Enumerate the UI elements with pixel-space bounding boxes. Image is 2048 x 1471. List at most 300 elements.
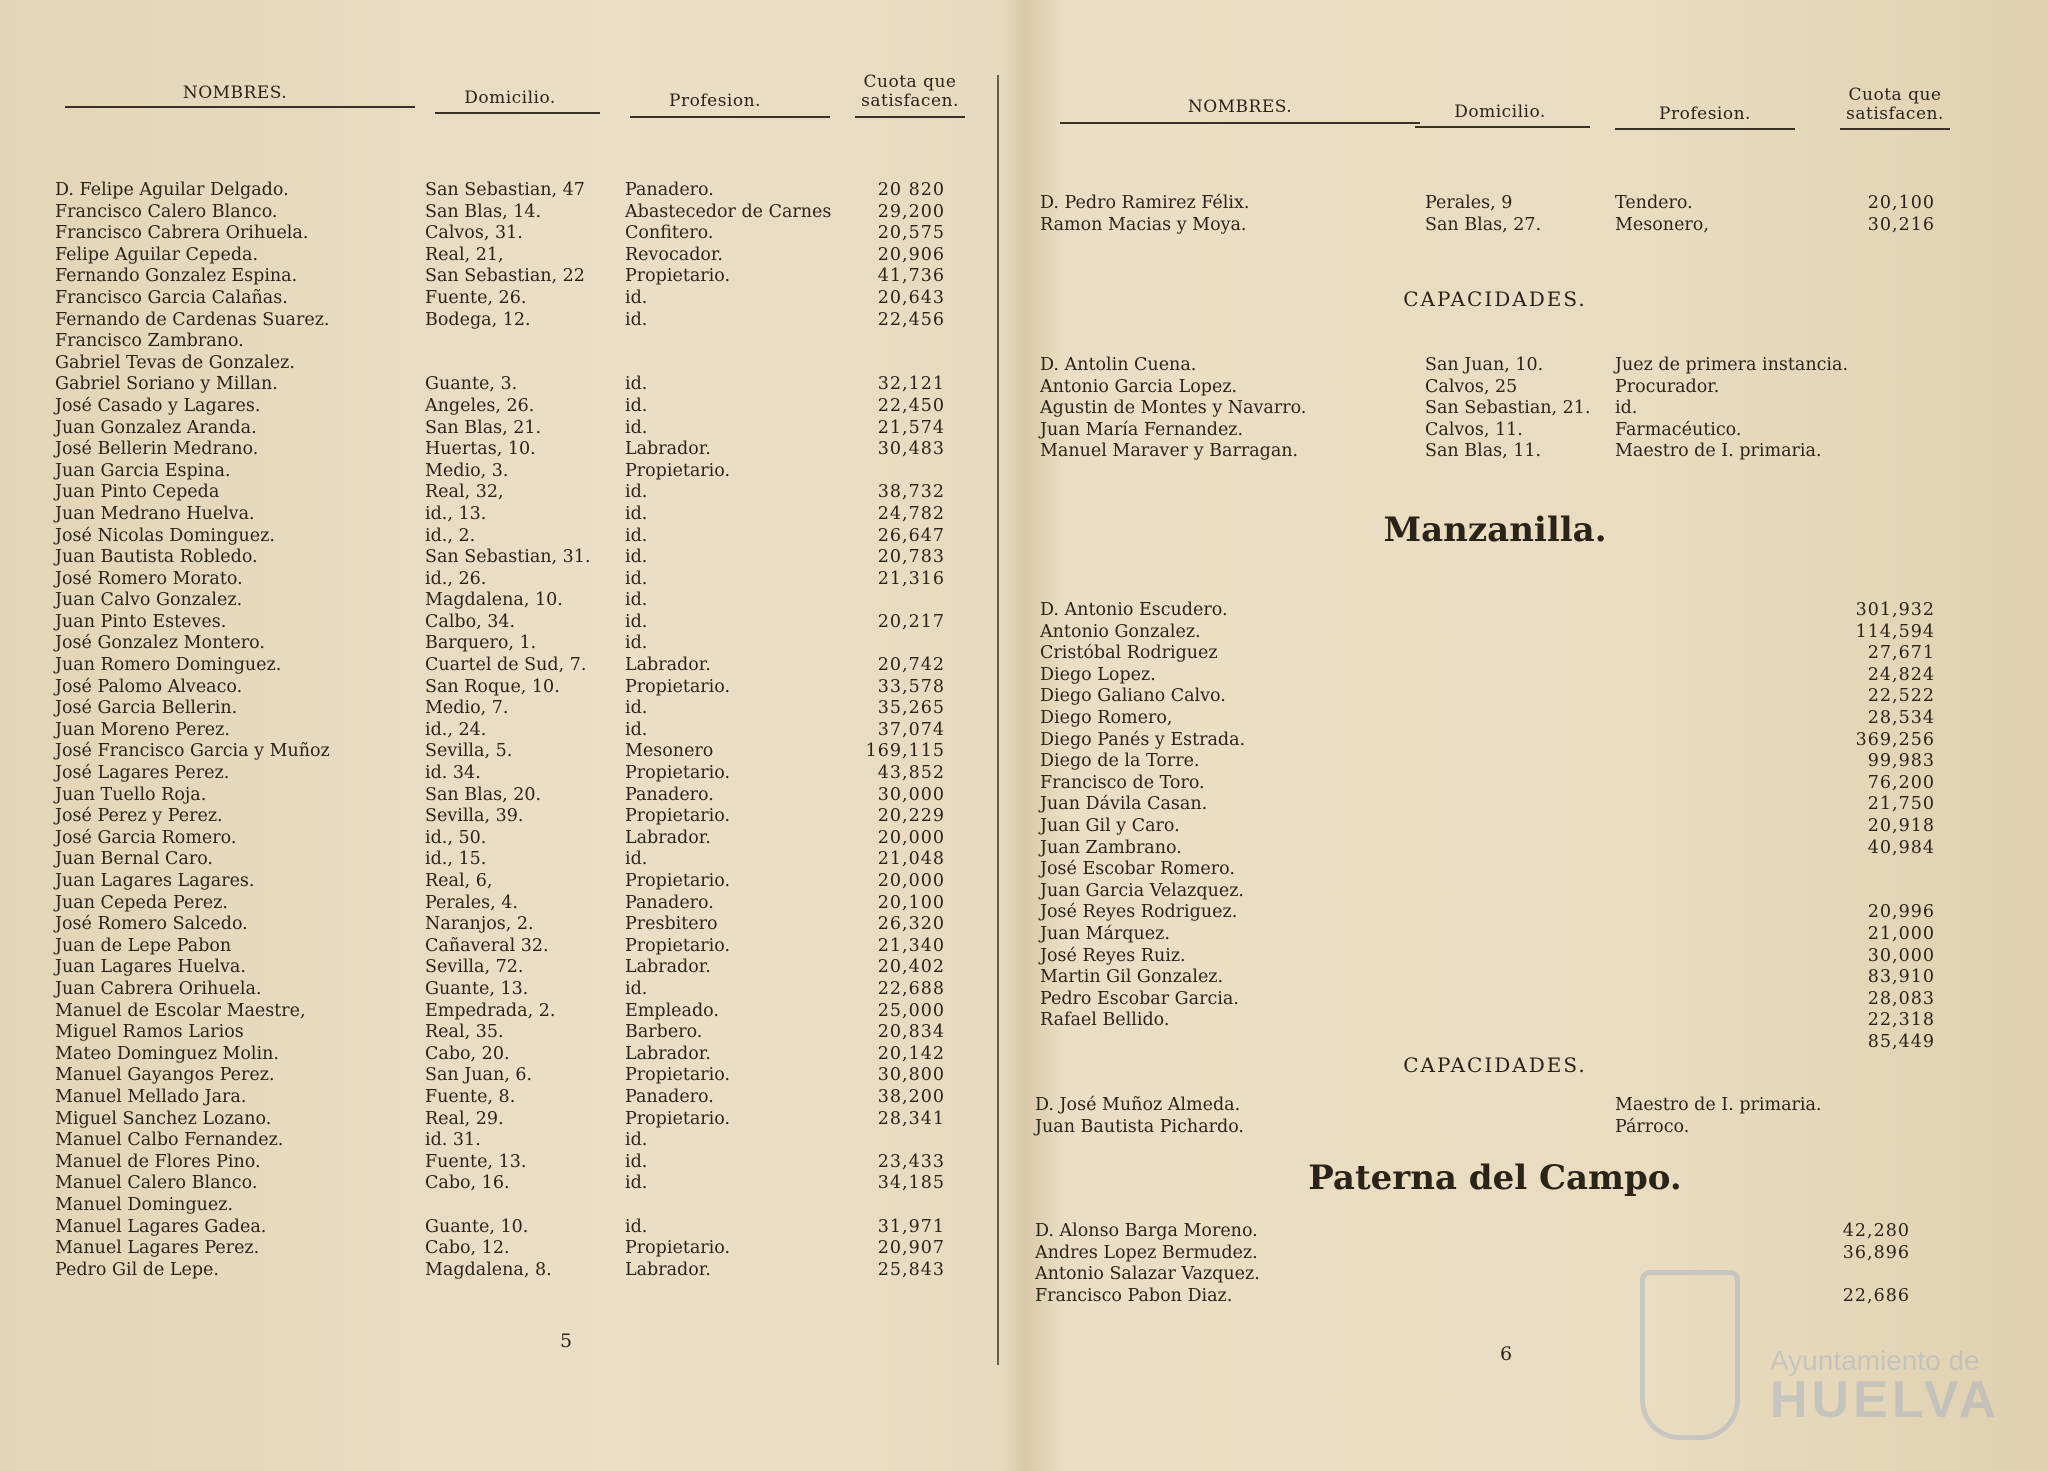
table-row [1030, 989, 1935, 1011]
cell-cuota: 20,906 [877, 244, 945, 265]
cell-name: Juan Zambrano. [1040, 837, 1182, 858]
table-row [1030, 377, 1935, 399]
cell-profesion: Mesonero, [1615, 214, 1709, 235]
cell-domicilio: San Sebastian, 22 [425, 266, 585, 287]
cell-cuota: 31,971 [877, 1216, 945, 1237]
cell-cuota: 29,200 [877, 201, 945, 222]
cell-domicilio: Angeles, 26. [425, 395, 535, 416]
cell-domicilio: Cañaveral 32. [425, 935, 549, 956]
cell-domicilio: San Sebastian, 21. [1425, 398, 1591, 419]
cell-cuota: 33,578 [877, 676, 945, 697]
cell-domicilio: Calvos, 25 [1425, 376, 1518, 397]
table-row [55, 547, 945, 569]
cell-domicilio: Real, 32, [425, 482, 504, 503]
page-divider [997, 75, 999, 1365]
cell-domicilio: id. 34. [425, 763, 481, 784]
cell-name: Diego de la Torre. [1040, 751, 1200, 772]
cell-cuota: 37,074 [877, 719, 945, 740]
table-row [1030, 441, 1935, 463]
cell-cuota: 169,115 [865, 741, 945, 762]
group-table [1030, 193, 1935, 236]
cell-name: Antonio Garcia Lopez. [1040, 376, 1238, 397]
cell-cuota: 20,100 [877, 892, 945, 913]
cell-name: Martin Gil Gonzalez. [1040, 967, 1224, 988]
cell-name: Andres Lopez Bermudez. [1035, 1242, 1258, 1263]
table-row [55, 331, 945, 353]
cell-domicilio: Calvos, 11. [1425, 419, 1523, 440]
cell-cuota: 114,594 [1855, 621, 1935, 642]
cell-name: Cristóbal Rodriguez [1040, 643, 1218, 664]
cell-cuota: 30,800 [877, 1065, 945, 1086]
table-row [1030, 881, 1935, 903]
cell-name: José Bellerin Medrano. [55, 439, 259, 460]
header-rule [1840, 128, 1950, 130]
cell-name: José Palomo Alveaco. [55, 676, 243, 697]
cell-name: Manuel Dominguez. [55, 1194, 234, 1215]
cell-domicilio: Cabo, 20. [425, 1043, 510, 1064]
cell-cuota: 26,647 [877, 525, 945, 546]
cell-cuota: 20,907 [877, 1238, 945, 1259]
cell-domicilio: Barquero, 1. [425, 633, 537, 654]
table-row [1030, 1117, 1935, 1139]
cell-cuota: 32,121 [877, 374, 945, 395]
header-rule [855, 116, 965, 118]
cell-profesion: Labrador. [625, 1043, 711, 1064]
cell-name: Manuel Gayangos Perez. [55, 1065, 275, 1086]
cell-name: Gabriel Soriano y Millan. [55, 374, 278, 395]
cell-name: José Perez y Perez. [55, 806, 223, 827]
cell-name: Francisco Cabrera Orihuela. [55, 223, 309, 244]
cell-cuota: 85,449 [1867, 1031, 1935, 1052]
cell-name: Juan Moreno Perez. [55, 719, 230, 740]
cell-domicilio: Real, 6, [425, 871, 493, 891]
table-row [55, 612, 945, 634]
cell-cuota: 21,000 [1867, 923, 1935, 944]
cell-name: Juan Tuello Roja. [55, 784, 207, 805]
table-row [55, 957, 945, 979]
cell-profesion: id. [625, 287, 648, 308]
cell-cuota: 43,852 [877, 763, 945, 784]
cell-profesion: Párroco. [1615, 1116, 1690, 1137]
cell-name: José Lagares Perez. [55, 763, 230, 784]
cell-name: Antonio Gonzalez. [1040, 621, 1201, 642]
cell-domicilio: id. 31. [425, 1130, 481, 1151]
watermark-big-text: HUELVA [1770, 1371, 2001, 1429]
table-row [55, 1195, 945, 1217]
left-page [55, 0, 980, 1471]
cell-cuota: 35,265 [877, 698, 945, 719]
table-row [55, 1130, 945, 1152]
cell-name: José Romero Salcedo. [55, 914, 248, 935]
cell-cuota: 24,824 [1867, 664, 1935, 685]
table-row [55, 482, 945, 504]
cell-domicilio: Magdalena, 8. [425, 1259, 552, 1280]
cell-name: Francisco Garcia Calañas. [55, 287, 288, 308]
table-row [1030, 859, 1935, 881]
cell-profesion: Labrador. [625, 827, 711, 848]
table-row [55, 828, 945, 850]
cell-cuota: 38,200 [877, 1086, 945, 1107]
cell-name: José Nicolas Dominguez. [55, 525, 275, 546]
cell-name: D. Alonso Barga Moreno. [1035, 1221, 1258, 1241]
table-row [1030, 420, 1935, 442]
cell-profesion: id. [625, 719, 648, 740]
section-title-capacidades: CAPACIDADES. [1403, 1053, 1587, 1077]
cell-name: Diego Romero, [1040, 707, 1173, 728]
cell-name: Antonio Salazar Vazquez. [1035, 1264, 1260, 1285]
cell-cuota: 21,048 [877, 849, 945, 870]
cell-domicilio: Real, 21, [425, 244, 504, 265]
table-row [55, 1065, 945, 1087]
cell-profesion: Labrador. [625, 439, 711, 460]
cell-name: Juan Márquez. [1040, 923, 1170, 944]
cell-name: José Francisco Garcia y Muñoz [55, 741, 330, 762]
cell-profesion: Panadero. [625, 1086, 714, 1107]
cell-domicilio: Guante, 13. [425, 978, 529, 999]
cell-profesion: Procurador. [1615, 376, 1720, 397]
header-nombres: NOMBRES. [1187, 97, 1293, 117]
cell-cuota: 22,318 [1867, 1010, 1935, 1031]
table-row [1030, 730, 1935, 752]
table-row [55, 893, 945, 915]
cell-profesion: Labrador. [625, 1259, 711, 1280]
cell-name: Francisco Zambrano. [55, 331, 244, 352]
cell-cuota: 22,456 [877, 309, 945, 330]
cell-name: Juan Gil y Caro. [1040, 815, 1180, 836]
cell-cuota: 21,340 [877, 935, 945, 956]
cell-name: Manuel de Flores Pino. [55, 1151, 261, 1172]
table-row [1030, 665, 1935, 687]
cell-profesion: id. [625, 417, 648, 438]
header-rule [1615, 128, 1795, 130]
cell-name: Fernando Gonzalez Espina. [55, 266, 298, 287]
cell-cuota: 36,896 [1842, 1242, 1910, 1263]
cell-profesion: id. [625, 1216, 648, 1237]
cell-domicilio: id., 15. [425, 849, 487, 870]
table-row [55, 1001, 945, 1023]
cell-profesion: Labrador. [625, 957, 711, 978]
cell-name: Pedro Escobar Garcia. [1040, 988, 1239, 1009]
cell-profesion: id. [625, 698, 648, 719]
table-row [55, 677, 945, 699]
cell-domicilio: Real, 29. [425, 1108, 504, 1129]
cell-profesion: id. [625, 1151, 648, 1172]
table-row [1030, 1095, 1935, 1117]
table-row [55, 288, 945, 310]
cell-profesion: id. [625, 395, 648, 416]
cell-name: Juan Medrano Huelva. [55, 503, 255, 524]
cell-profesion: Abastecedor de Carnes [625, 201, 832, 222]
cell-name: Diego Lopez. [1040, 664, 1156, 685]
page-number: 6 [1500, 1343, 1513, 1365]
cell-domicilio: San Blas, 20. [425, 784, 542, 805]
cell-domicilio: Naranjos, 2. [425, 914, 534, 935]
cell-domicilio: id., 26. [425, 568, 487, 589]
cell-name: Juan de Lepe Pabon [55, 935, 232, 956]
cell-domicilio: Medio, 3. [425, 460, 509, 481]
cell-cuota: 20,783 [877, 547, 945, 568]
cell-domicilio: Sevilla, 5. [425, 741, 513, 762]
table-row [1030, 215, 1935, 237]
table-row [55, 266, 945, 288]
cell-name: Juan Garcia Velazquez. [1040, 880, 1244, 901]
cell-name: Manuel Maraver y Barragan. [1040, 441, 1299, 462]
cell-domicilio: id., 2. [425, 525, 476, 546]
cell-profesion: id. [625, 633, 648, 654]
cell-profesion: Propietario. [625, 935, 731, 956]
cell-name: Mateo Dominguez Molin. [55, 1043, 279, 1064]
capacidades-table [1030, 355, 1935, 463]
cell-profesion: id. [625, 1130, 648, 1151]
cell-domicilio: Cabo, 16. [425, 1173, 510, 1194]
town-title-manzanilla: Manzanilla. [1383, 510, 1607, 550]
cell-profesion: Tendero. [1615, 193, 1693, 213]
cell-name: Juan Calvo Gonzalez. [55, 590, 243, 611]
cell-name: Juan Dávila Casan. [1040, 794, 1208, 815]
cell-domicilio: Sevilla, 39. [425, 806, 524, 827]
cell-name: Fernando de Cardenas Suarez. [55, 309, 330, 330]
table-row [55, 374, 945, 396]
table-row [1030, 838, 1935, 860]
cell-domicilio: Huertas, 10. [425, 439, 536, 460]
cell-name: Manuel Lagares Gadea. [55, 1216, 267, 1237]
table-row [55, 698, 945, 720]
cell-cuota: 26,320 [877, 914, 945, 935]
cell-cuota: 20,834 [877, 1022, 945, 1043]
coat-of-arms-icon [1640, 1270, 1740, 1440]
table-row [55, 569, 945, 591]
table-row [55, 871, 945, 893]
cell-domicilio: San Sebastian, 31. [425, 547, 591, 568]
cell-name: Juan Cepeda Perez. [55, 892, 228, 913]
cell-cuota: 38,732 [877, 482, 945, 503]
table-row [55, 461, 945, 483]
cell-domicilio: Real, 35. [425, 1022, 504, 1043]
cell-domicilio: Empedrada, 2. [425, 1000, 556, 1021]
cell-cuota: 30,483 [877, 439, 945, 460]
cell-domicilio: Magdalena, 10. [425, 590, 563, 611]
cell-cuota: 20,142 [877, 1043, 945, 1064]
cell-name: Diego Panés y Estrada. [1040, 729, 1246, 750]
table-row [55, 655, 945, 677]
cell-name: Juan Gonzalez Aranda. [55, 417, 257, 438]
cell-profesion: id. [625, 568, 648, 589]
cell-domicilio: San Blas, 27. [1425, 214, 1542, 235]
cell-name: Miguel Sanchez Lozano. [55, 1108, 272, 1129]
cell-domicilio: id., 50. [425, 827, 487, 848]
table-row [55, 310, 945, 332]
cell-cuota: 20,229 [877, 806, 945, 827]
cell-domicilio: Calvos, 31. [425, 223, 523, 244]
right-page [1030, 0, 1960, 1471]
cell-cuota: 76,200 [1867, 772, 1935, 793]
table-row [1030, 193, 1935, 215]
cell-profesion: Propietario. [625, 806, 731, 827]
cell-domicilio: San Sebastian, 47 [425, 180, 585, 200]
cell-domicilio: San Juan, 10. [1425, 355, 1544, 375]
table-row [1030, 398, 1935, 420]
cell-domicilio: San Juan, 6. [425, 1065, 533, 1086]
cell-cuota: 30,000 [1867, 945, 1935, 966]
table-row [55, 979, 945, 1001]
header-rule [1415, 126, 1590, 128]
cell-name: D. Pedro Ramirez Félix. [1040, 193, 1250, 213]
table-row [1030, 708, 1935, 730]
cell-cuota: 20,402 [877, 957, 945, 978]
cell-cuota: 20,000 [877, 827, 945, 848]
cell-profesion: Panadero. [625, 892, 714, 913]
cell-domicilio: id., 24. [425, 719, 487, 740]
table-row [1030, 622, 1935, 644]
cell-name: José Reyes Ruiz. [1040, 945, 1186, 966]
cell-name: Juan Bernal Caro. [55, 849, 213, 870]
cell-cuota: 40,984 [1867, 837, 1935, 858]
cell-cuota: 20,996 [1867, 902, 1935, 923]
table-row [55, 439, 945, 461]
header-profesion: Profesion. [1659, 104, 1751, 124]
cell-name: Rafael Bellido. [1040, 1010, 1170, 1031]
cell-profesion: Propietario. [625, 1108, 731, 1129]
cell-domicilio: Fuente, 13. [425, 1151, 527, 1172]
cell-name: Manuel Calero Blanco. [55, 1173, 258, 1194]
table-row [1030, 751, 1935, 773]
table-row [55, 1044, 945, 1066]
cell-domicilio: Sevilla, 72. [425, 957, 524, 978]
cell-domicilio: San Blas, 14. [425, 201, 542, 222]
cell-cuota: 22,450 [877, 395, 945, 416]
table-row [1030, 794, 1935, 816]
cell-profesion: Panadero. [625, 784, 714, 805]
cell-name: Francisco Calero Blanco. [55, 201, 278, 222]
cell-name: Ramon Macias y Moya. [1040, 214, 1247, 235]
cell-profesion: Confitero. [625, 223, 714, 244]
header-domicilio: Domicilio. [1454, 102, 1546, 122]
table-row [1030, 600, 1935, 622]
watermark-small-text: Ayuntamiento de [1770, 1345, 1980, 1376]
table-row [55, 504, 945, 526]
cell-name: José Garcia Bellerin. [55, 698, 238, 719]
cell-profesion: id. [625, 547, 648, 568]
page-number: 5 [560, 1330, 573, 1352]
cell-profesion: Panadero. [625, 180, 714, 200]
cell-domicilio: Calbo, 34. [425, 611, 516, 632]
table-row [1030, 686, 1935, 708]
cell-name: Juan Bautista Pichardo. [1035, 1116, 1244, 1137]
capacidades-table [1030, 1095, 1935, 1138]
table-row [55, 396, 945, 418]
cell-name: José Gonzalez Montero. [55, 633, 265, 654]
cell-profesion: id. [625, 1173, 648, 1194]
table-row [55, 1173, 945, 1195]
cell-cuota: 301,932 [1855, 600, 1935, 620]
cell-profesion: id. [625, 590, 648, 611]
cell-name: Juan Lagares Lagares. [55, 871, 255, 891]
manzanilla-table [1030, 600, 1935, 1053]
cell-domicilio: Perales, 4. [425, 892, 518, 913]
cell-cuota: 42,280 [1842, 1221, 1910, 1241]
cell-cuota: 30,000 [877, 784, 945, 805]
cell-cuota: 25,843 [877, 1259, 945, 1280]
cell-cuota: 20 820 [877, 180, 945, 200]
table-row [1030, 773, 1935, 795]
table-row [1030, 902, 1935, 924]
cell-cuota: 20,100 [1867, 193, 1935, 213]
cell-cuota: 27,671 [1867, 643, 1935, 664]
cell-profesion: id. [625, 309, 648, 330]
cell-profesion: id. [625, 611, 648, 632]
cell-name: Juan Garcia Espina. [55, 460, 231, 481]
cell-profesion: Farmacéutico. [1615, 419, 1742, 440]
table-row [55, 914, 945, 936]
table-row [1030, 816, 1935, 838]
cell-cuota: 22,686 [1842, 1285, 1910, 1306]
cell-name: Francisco Pabon Diaz. [1035, 1285, 1233, 1306]
cell-profesion: Juez de primera instancia. [1615, 355, 1849, 375]
town-title-paterna: Paterna del Campo. [1308, 1158, 1682, 1198]
cell-profesion: id. [625, 503, 648, 524]
cell-name: Juan María Fernandez. [1040, 419, 1244, 440]
cell-domicilio: Bodega, 12. [425, 309, 531, 330]
cell-cuota: 25,000 [877, 1000, 945, 1021]
table-row [1030, 1032, 1935, 1054]
cell-domicilio: id., 13. [425, 503, 487, 524]
cell-domicilio: Cuartel de Sud, 7. [425, 655, 587, 676]
cell-name: José Casado y Lagares. [55, 395, 261, 416]
cell-profesion: Barbero. [625, 1022, 703, 1043]
cell-cuota: 21,316 [877, 568, 945, 589]
table-row [1030, 643, 1935, 665]
cell-profesion: Propietario. [625, 763, 731, 784]
cell-domicilio: Guante, 10. [425, 1216, 529, 1237]
cell-domicilio: Guante, 3. [425, 374, 518, 395]
cell-name: Felipe Aguilar Cepeda. [55, 244, 259, 265]
cell-profesion: Propietario. [625, 266, 731, 287]
cell-name: D. José Muñoz Almeda. [1035, 1095, 1241, 1115]
cell-cuota: 28,534 [1867, 707, 1935, 728]
cell-profesion: Propietario. [625, 871, 731, 891]
cell-profesion: Propietario. [625, 460, 731, 481]
cell-profesion: Propietario. [625, 676, 731, 697]
cell-name: Manuel de Escolar Maestre, [55, 1000, 306, 1021]
cell-domicilio: San Blas, 11. [1425, 441, 1542, 462]
cell-name: Juan Romero Dominguez. [55, 655, 282, 676]
cell-name: Manuel Calbo Fernandez. [55, 1130, 284, 1151]
cell-domicilio: Fuente, 26. [425, 287, 527, 308]
cell-profesion: id. [625, 978, 648, 999]
table-row [1030, 967, 1935, 989]
section-title-capacidades: CAPACIDADES. [1403, 287, 1587, 311]
cell-name: Gabriel Tevas de Gonzalez. [55, 352, 295, 373]
cell-name: Diego Galiano Calvo. [1040, 686, 1226, 707]
cell-cuota: 41,736 [877, 266, 945, 287]
cell-name: Miguel Ramos Larios [55, 1022, 244, 1043]
header-rule [630, 116, 830, 118]
table-row [1030, 1243, 1935, 1265]
table-row [55, 202, 945, 224]
table-row [55, 1217, 945, 1239]
cell-profesion: id. [625, 525, 648, 546]
cell-profesion: Maestro de I. primaria. [1615, 1095, 1822, 1115]
cell-domicilio: Perales, 9 [1425, 193, 1513, 213]
header-cuota: Cuota que satisfacen. [861, 72, 959, 111]
cell-cuota: 20,643 [877, 287, 945, 308]
cell-name: Juan Bautista Robledo. [55, 547, 258, 568]
header-nombres: NOMBRES. [182, 83, 288, 103]
cell-name: D. Felipe Aguilar Delgado. [55, 180, 289, 200]
cell-domicilio: Medio, 7. [425, 698, 509, 719]
table-row [1030, 1010, 1935, 1032]
cell-name: Manuel Lagares Perez. [55, 1238, 260, 1259]
